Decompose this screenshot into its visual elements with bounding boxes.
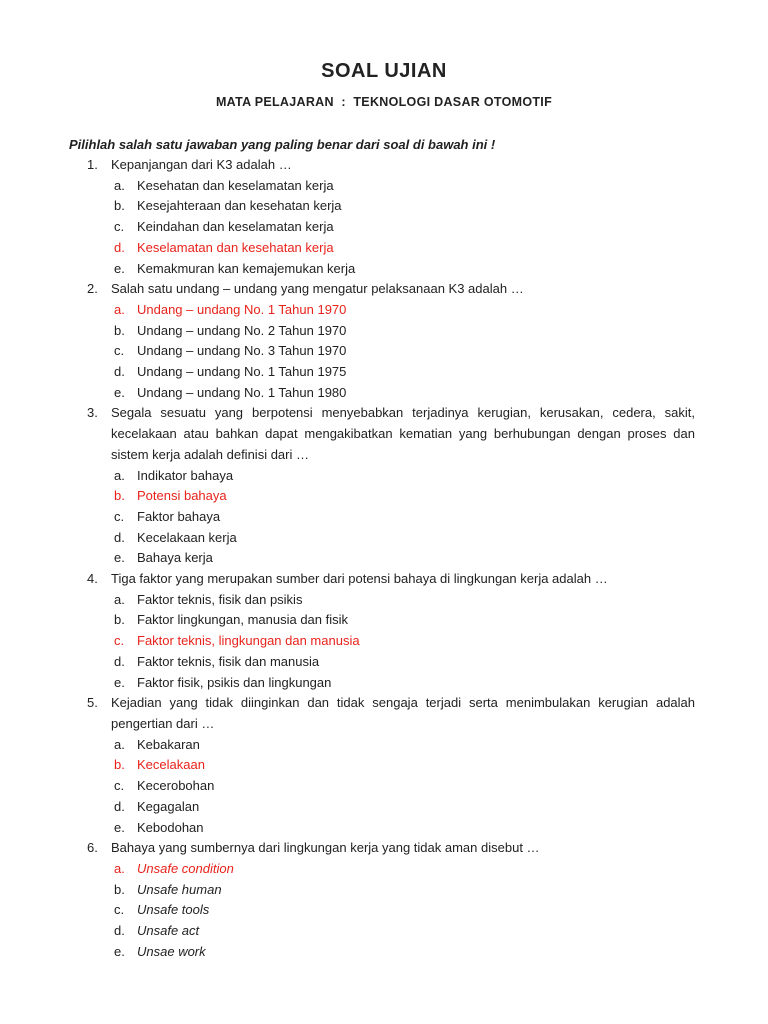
option-text: Faktor lingkungan, manusia dan fisik <box>137 612 349 628</box>
option-text: Unsafe condition <box>137 860 234 876</box>
question-text: Segala sesuatu yang berpotensi menyebabkan terjadinya kerugian, kerusakan, cedera, sakit, kecelakaan atau bahkan dapat mengakibatkan kematian yang berhubungan dengan proses dan sistem kerja adalah definisi dari … <box>111 405 695 462</box>
question-text: Bahaya yang sumbernya dari lingkungan kerja yang tidak aman disebut … <box>111 840 540 856</box>
question-list <box>69 155 695 962</box>
question-row <box>69 155 695 176</box>
option-text: Faktor fisik, psikis dan lingkungan <box>137 674 332 690</box>
question-text: Kepanjangan dari K3 adalah … <box>111 157 292 172</box>
question-text: Salah satu undang – undang yang mengatur pelaksanaan K3 adalah … <box>111 281 524 297</box>
option-letter: e. <box>114 819 125 835</box>
option-letter: b. <box>114 488 125 504</box>
option-letter: d. <box>114 923 125 939</box>
answer-option <box>69 528 695 549</box>
answer-option <box>69 880 695 901</box>
option-text: Keindahan dan keselamatan kerja <box>137 219 334 235</box>
question-number: 3. <box>87 405 98 421</box>
question-item <box>69 279 695 403</box>
option-letter: a. <box>114 467 125 483</box>
option-letter: d. <box>114 798 125 814</box>
option-letter: d. <box>114 653 125 669</box>
answer-option <box>69 196 695 217</box>
answer-option <box>69 362 695 383</box>
option-letter: e. <box>114 674 125 690</box>
answer-option <box>69 942 695 963</box>
option-letter: a. <box>114 177 125 193</box>
answer-option <box>69 321 695 342</box>
option-letter: b. <box>114 612 125 628</box>
option-text: Bahaya kerja <box>137 550 213 566</box>
answer-option-correct <box>69 486 695 507</box>
answer-option <box>69 652 695 673</box>
option-list <box>69 176 695 280</box>
subject-heading: MATA PELAJARAN : TEKNOLOGI DASAR OTOMOTIF <box>215 95 553 109</box>
option-letter: e. <box>114 943 125 959</box>
option-letter: e. <box>114 260 125 276</box>
question-number: 6. <box>87 840 98 856</box>
question-row <box>69 838 695 859</box>
question-item <box>69 569 695 693</box>
option-letter: b. <box>114 198 125 214</box>
answer-option <box>69 673 695 694</box>
answer-option <box>69 797 695 818</box>
answer-option <box>69 466 695 487</box>
instruction-text: Pilihlah salah satu jawaban yang paling benar dari soal di bawah ini ! <box>69 137 496 152</box>
question-item <box>69 838 695 962</box>
question-row <box>69 693 695 734</box>
option-letter: c. <box>114 508 125 524</box>
question-row <box>69 569 695 590</box>
answer-option-correct <box>69 755 695 776</box>
answer-option <box>69 818 695 839</box>
question-row <box>69 403 695 465</box>
option-letter: c. <box>114 902 125 918</box>
option-text: Kecelakaan kerja <box>137 529 237 545</box>
option-text: Unsafe human <box>137 881 222 897</box>
option-text: Kebakaran <box>137 736 200 752</box>
option-text: Kesejahteraan dan kesehatan kerja <box>137 198 342 214</box>
option-letter: a. <box>114 860 125 876</box>
option-letter: a. <box>114 301 125 317</box>
question-row <box>69 279 695 300</box>
page-title: SOAL UJIAN <box>321 60 447 82</box>
answer-option <box>69 776 695 797</box>
question-number: 2. <box>87 281 98 297</box>
answer-option <box>69 548 695 569</box>
option-text: Kebodohan <box>137 819 204 835</box>
option-text: Undang – undang No. 1 Tahun 1970 <box>137 301 347 317</box>
answer-option <box>69 176 695 197</box>
option-text: Potensi bahaya <box>137 488 227 504</box>
option-letter: c. <box>114 633 125 649</box>
answer-option <box>69 383 695 404</box>
option-text: Undang – undang No. 3 Tahun 1970 <box>137 343 347 359</box>
answer-option-correct <box>69 300 695 321</box>
option-letter: c. <box>114 219 125 235</box>
option-text: Faktor bahaya <box>137 508 221 524</box>
answer-option <box>69 507 695 528</box>
answer-option <box>69 735 695 756</box>
option-text: Faktor teknis, lingkungan dan manusia <box>137 633 360 649</box>
option-list <box>69 859 695 963</box>
option-text: Faktor teknis, fisik dan manusia <box>137 653 320 669</box>
option-letter: c. <box>114 778 125 794</box>
option-list <box>69 466 695 570</box>
option-letter: c. <box>114 343 125 359</box>
answer-option-correct <box>69 238 695 259</box>
option-letter: e. <box>114 550 125 566</box>
option-text: Faktor teknis, fisik dan psikis <box>137 591 303 607</box>
option-text: Kesehatan dan keselamatan kerja <box>137 177 334 193</box>
question-item <box>69 403 695 569</box>
question-text: Kejadian yang tidak diinginkan dan tidak sengaja terjadi serta menimbulakan kerugian adalah pengertian dari … <box>111 695 695 731</box>
option-list <box>69 735 695 839</box>
option-list <box>69 590 695 694</box>
option-text: Undang – undang No. 1 Tahun 1980 <box>137 384 347 400</box>
option-letter: d. <box>114 364 125 380</box>
answer-option <box>69 341 695 362</box>
option-letter: b. <box>114 322 125 338</box>
option-text: Indikator bahaya <box>137 467 234 483</box>
answer-option <box>69 921 695 942</box>
option-letter: a. <box>114 736 125 752</box>
option-list <box>69 300 695 404</box>
answer-option <box>69 217 695 238</box>
question-number: 1. <box>87 157 98 172</box>
option-text: Unsafe tools <box>137 902 210 918</box>
option-text: Kegagalan <box>137 798 200 814</box>
answer-option <box>69 610 695 631</box>
answer-option-correct <box>69 631 695 652</box>
option-text: Kemakmuran kan kemajemukan kerja <box>137 260 356 276</box>
question-text: Tiga faktor yang merupakan sumber dari potensi bahaya di lingkungan kerja adalah … <box>111 571 608 587</box>
question-item <box>69 693 695 838</box>
option-text: Kecelakaan <box>137 757 205 773</box>
option-text: Undang – undang No. 2 Tahun 1970 <box>137 322 347 338</box>
answer-option-correct <box>69 859 695 880</box>
option-letter: a. <box>114 591 125 607</box>
option-text: Kecerobohan <box>137 778 215 794</box>
option-letter: b. <box>114 757 125 773</box>
option-text: Unsafe act <box>137 923 200 939</box>
option-letter: d. <box>114 239 125 255</box>
question-number: 4. <box>87 571 98 587</box>
option-letter: b. <box>114 881 125 897</box>
answer-option <box>69 900 695 921</box>
option-text: Unsae work <box>137 943 206 959</box>
question-item <box>69 155 695 279</box>
answer-option <box>69 259 695 280</box>
option-text: Keselamatan dan kesehatan kerja <box>137 239 334 255</box>
question-number: 5. <box>87 695 98 711</box>
option-letter: d. <box>114 529 125 545</box>
option-letter: e. <box>114 384 125 400</box>
answer-option <box>69 590 695 611</box>
option-text: Undang – undang No. 1 Tahun 1975 <box>137 364 347 380</box>
